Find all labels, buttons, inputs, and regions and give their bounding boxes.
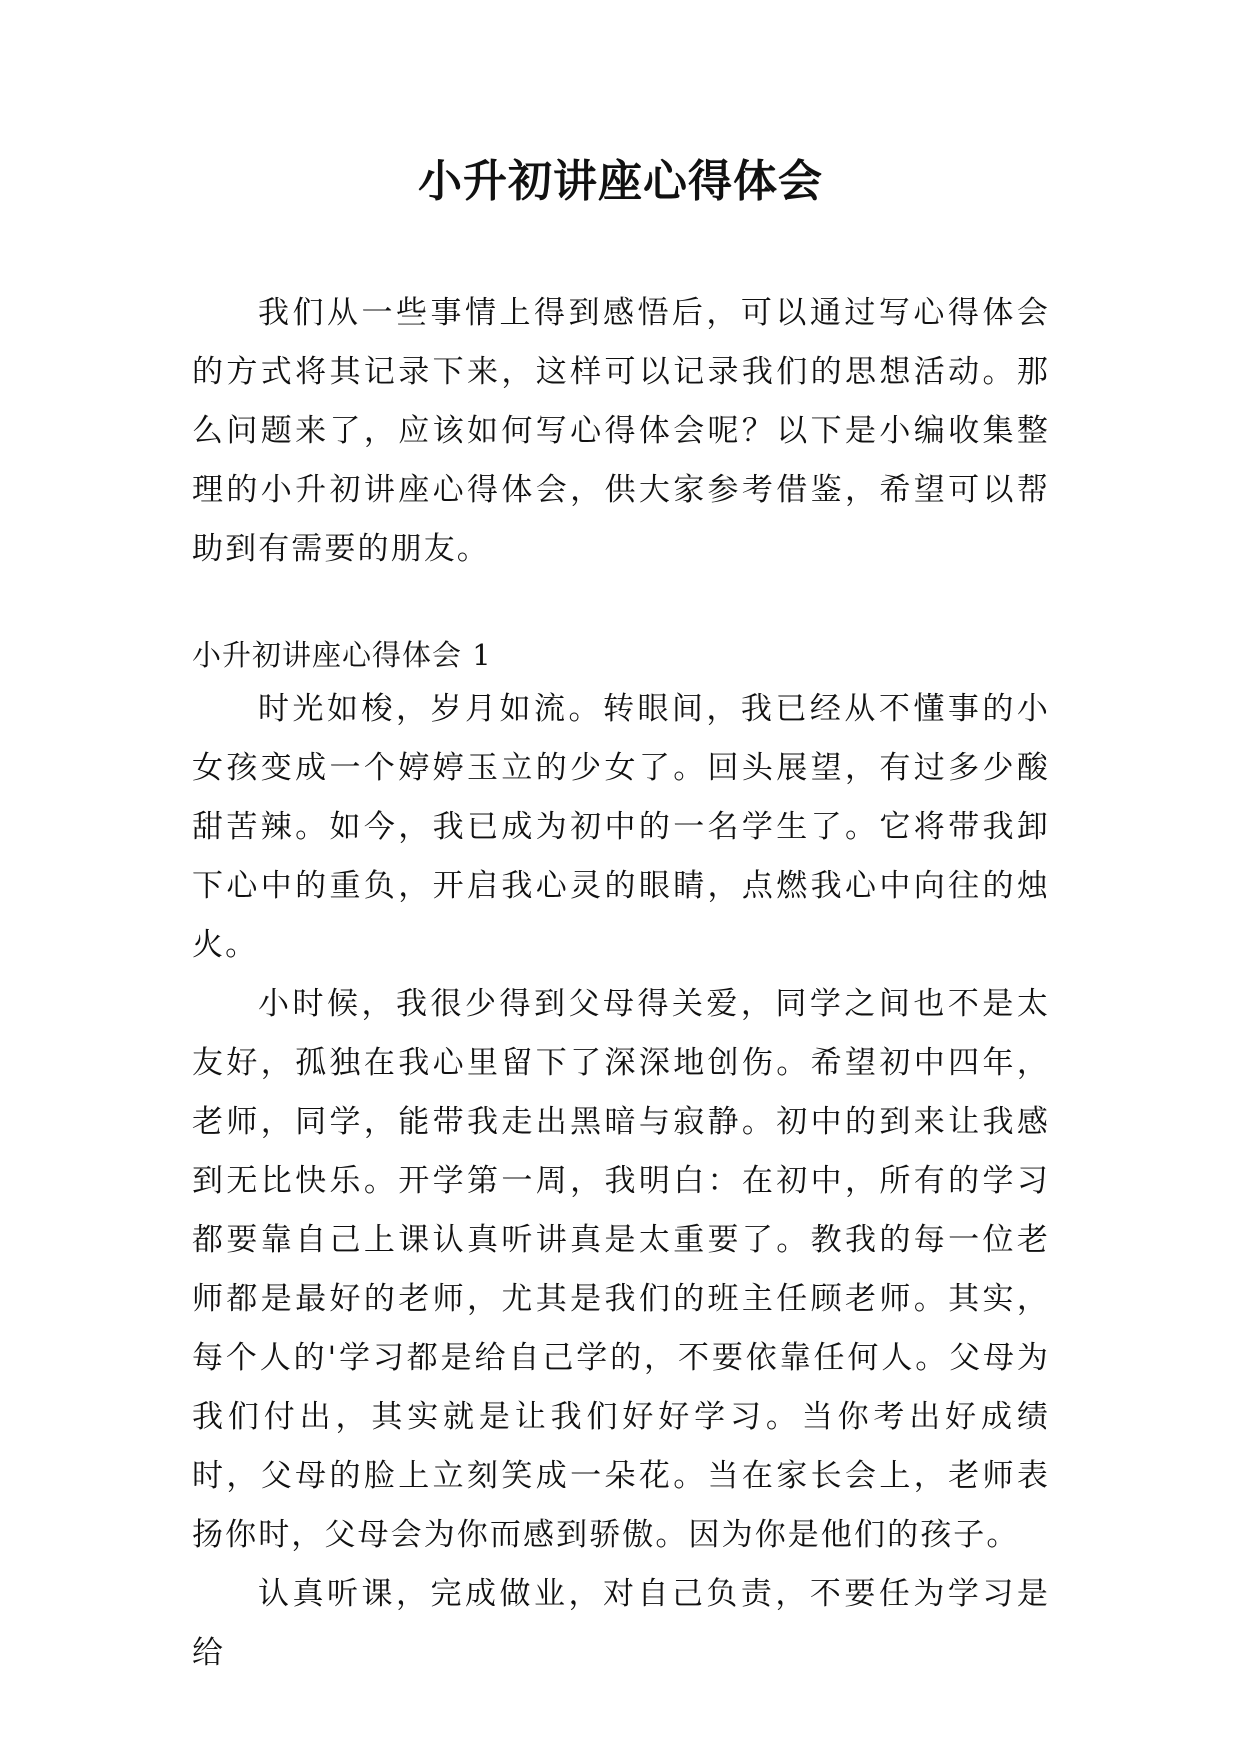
intro-paragraph: 我们从一些事情上得到感悟后，可以通过写心得体会的方式将其记录下来，这样可以记录我们的思想活动。那么问题来了，应该如何写心得体会呢？以下是小编收集整理的小升初讲座心得体会，供大家参考借鉴，希望可以帮助到有需要的朋友。 <box>192 295 1050 567</box>
body-paragraph: 小时候，我很少得到父母得关爱，同学之间也不是太友好，孤独在我心里留下了深深地创伤。希望初中四年，老师，同学，能带我走出黑暗与寂静。初中的到来让我感到无比快乐。开学第一周，我明白：在初中，所有的学习都要靠自己上课认真听讲真是太重要了。教我的每一位老师都是最好的老师，尤其是我们的班主任顾老师。其实，每个人的'学习都是给自己学的，不要依靠任何人。父母为我们付出，其实就是让我们好好学习。当你考出好成绩时，父母的脸上立刻笑成一朵花。当在家长会上，老师表扬你时，父母会为你而感到骄傲。因为你是他们的孩子。 <box>192 986 1050 1553</box>
document-body <box>192 284 1050 1683</box>
body-paragraph: 时光如梭，岁月如流。转眼间，我已经从不懂事的小女孩变成一个婷婷玉立的少女了。回头展望，有过多少酸甜苦辣。如今，我已成为初中的一名学生了。它将带我卸下心中的重负，开启我心灵的眼睛，点燃我心中向往的烛火。 <box>192 691 1050 963</box>
section-heading: 小升初讲座心得体会 1 <box>192 638 492 672</box>
document-title: 小升初讲座心得体会 <box>418 156 823 207</box>
spacer <box>192 579 1050 630</box>
body-paragraph: 认真听课，完成做业，对自己负责，不要任为学习是给 <box>192 1576 1050 1671</box>
